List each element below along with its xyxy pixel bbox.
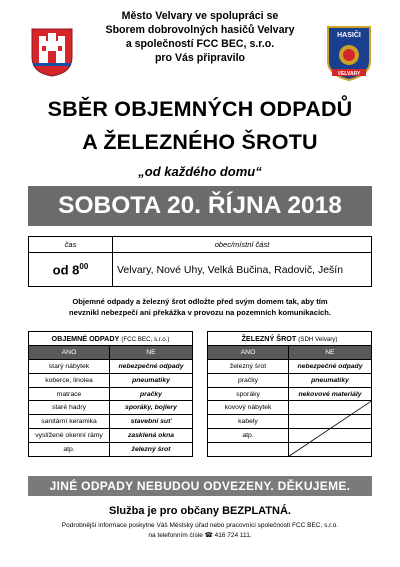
contact-line-2: na telefonním čísle ☎ 416 724 111. bbox=[148, 532, 252, 539]
bulky-waste-table bbox=[28, 331, 193, 457]
table-row: koberce, linolea pneumatiky bbox=[29, 373, 193, 387]
header-line-2: Sborem dobrovolných hasičů Velvary bbox=[105, 24, 295, 36]
table-row: starý nábytek nebezpečné odpady bbox=[29, 359, 193, 373]
main-title-line-1: SBĚR OBJEMNÝCH ODPADŮ bbox=[47, 97, 353, 121]
bulky-yes-header: ANO bbox=[29, 345, 110, 359]
schedule-time-minutes: 00 bbox=[79, 261, 89, 271]
date-banner: SOBOTA 20. ŘÍJNA 2018 bbox=[28, 186, 372, 226]
header-line-1: Město Velvary ve spolupráci se bbox=[121, 10, 279, 22]
schedule-places: Velvary, Nové Uhy, Velká Bučina, Radovič, Ješín bbox=[113, 253, 372, 287]
scrap-no-header: NE bbox=[289, 345, 372, 359]
main-title-line-2: A ŽELEZNÉHO ŠROTU bbox=[82, 130, 318, 154]
table-row: sporáky nekovové materiály bbox=[208, 387, 372, 401]
service-free-text: Služba je pro občany BEZPLATNÁ. bbox=[109, 505, 291, 517]
table-row: atp. bbox=[208, 429, 372, 443]
scrap-metal-table-title: ŽELEZNÝ ŠROT (SDH Velvary) bbox=[208, 332, 372, 346]
table-row bbox=[208, 443, 372, 457]
contact-info bbox=[20, 521, 380, 541]
velvary-coat-of-arms-logo bbox=[30, 27, 74, 77]
table-row: kovový nábytek bbox=[208, 401, 372, 415]
table-row: staré hadry sporáky, bojlery bbox=[29, 401, 193, 415]
bulky-waste-table-title: OBJEMNÉ ODPADY (FCC BEC, s.r.o.) bbox=[29, 332, 193, 346]
table-row: sanitární keramika stavební suť bbox=[29, 415, 193, 429]
table-row: kabely bbox=[208, 415, 372, 429]
note-line-1: Objemné odpady a železný šrot odložte před svým domem tak, aby tím bbox=[72, 297, 328, 306]
schedule-time-text: od 8 bbox=[52, 262, 80, 278]
table-row: pračky pneumatiky bbox=[208, 373, 372, 387]
header-line-4: pro Vás připravilo bbox=[154, 52, 246, 64]
schedule-table bbox=[28, 236, 372, 287]
note-line-2: nevznikl nebezpečí ani překážka v provozu na pozemních komunikacích. bbox=[68, 308, 332, 317]
footer-banner: JINÉ ODPADY NEBUDOU ODVEZENY. DĚKUJEME. bbox=[28, 476, 372, 496]
bulky-no-header: NE bbox=[110, 345, 193, 359]
scrap-metal-table bbox=[207, 331, 372, 457]
table-row: vyslížené okenní rámy zasklená okna bbox=[29, 429, 193, 443]
schedule-time bbox=[29, 253, 113, 287]
table-row: matrace pračky bbox=[29, 387, 193, 401]
hasici-logo-bottom-text: VELVARY bbox=[337, 71, 361, 77]
schedule-place-header: obec/místní část bbox=[113, 237, 372, 253]
header-line-3: a společností FCC BEC, s.r.o. bbox=[125, 38, 275, 50]
hasici-velvary-logo bbox=[326, 25, 372, 81]
contact-line-1: Podrobnější informace poskytne Váš Městský úřad nebo pracovníci společnosti FCC BEC, s.r.o. bbox=[61, 522, 339, 529]
organizer-header bbox=[85, 9, 315, 65]
scrap-yes-header: ANO bbox=[208, 345, 289, 359]
hasici-logo-top-text: HASIČI bbox=[337, 32, 361, 39]
schedule-time-header: čas bbox=[29, 237, 113, 253]
subtitle: „od každého domu“ bbox=[138, 164, 262, 179]
table-row: železný šrot nebezpečné odpady bbox=[208, 359, 372, 373]
instruction-note bbox=[40, 296, 360, 318]
table-row: atp. železný šrot bbox=[29, 443, 193, 457]
